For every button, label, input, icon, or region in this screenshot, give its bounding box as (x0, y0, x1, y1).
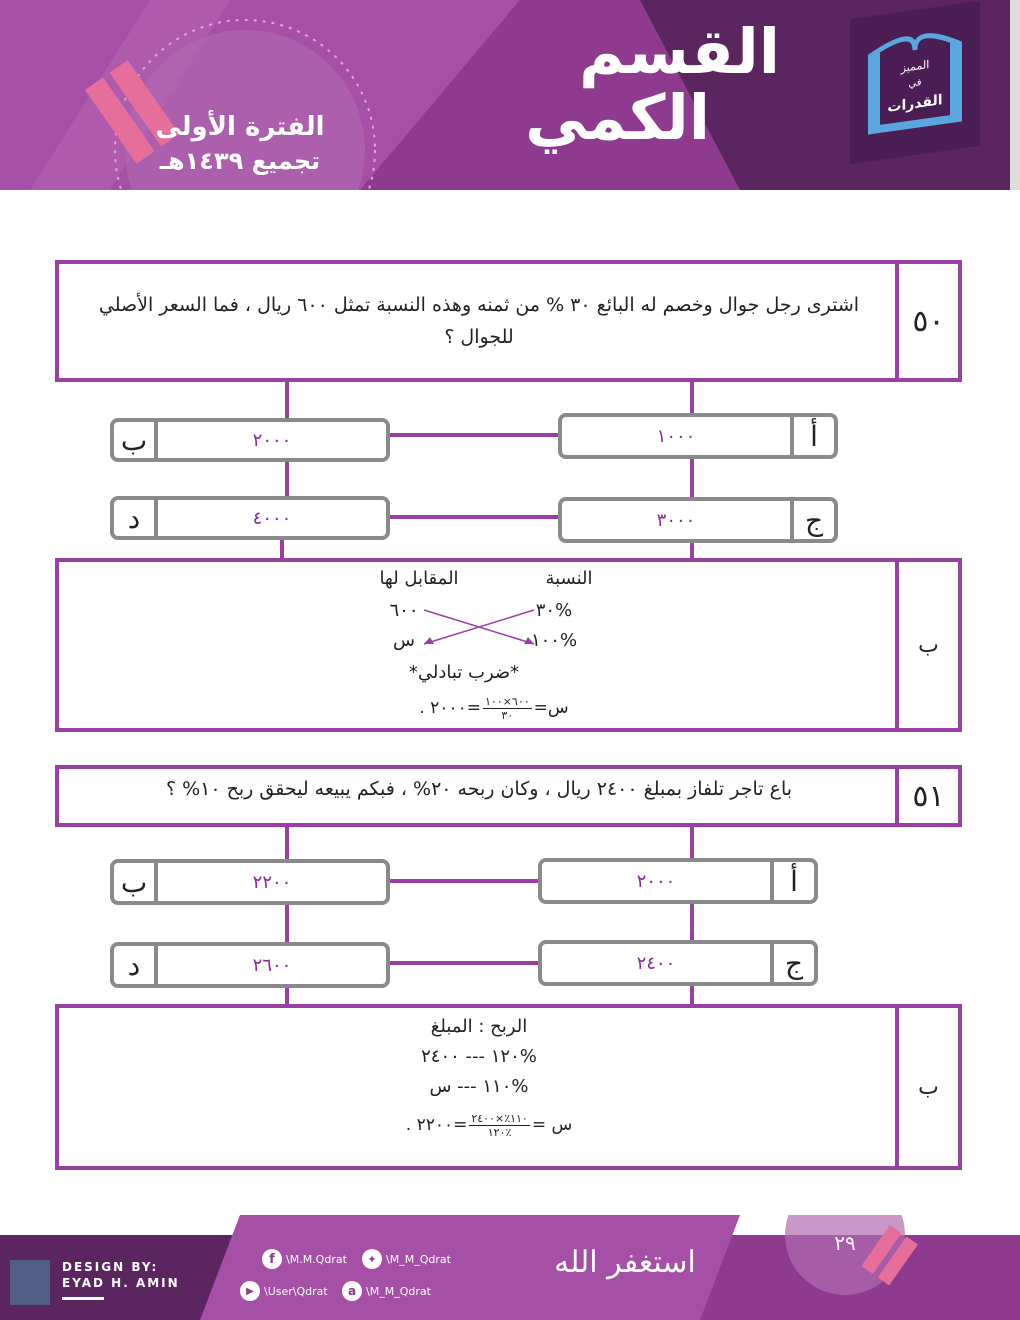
question-51-box (55, 765, 962, 827)
ratio-row2: %١٠٠ (530, 630, 578, 651)
value-row1: ٦٠٠ (389, 600, 419, 621)
method-label: *ضرب تبادلي* (408, 662, 520, 683)
connector (390, 433, 560, 437)
period-label: الفترة الأولى (155, 112, 325, 142)
option-value: ٢٢٠٠ (252, 871, 292, 893)
fraction-denominator: ٣٠ (501, 708, 514, 722)
connector (690, 827, 694, 860)
fraction-denominator: ١٢٠٪ (487, 1125, 512, 1139)
connector (690, 904, 694, 942)
question-51-solution-box (55, 1004, 962, 1170)
logo: المميز في القدرات (850, 1, 980, 164)
connector (390, 515, 560, 519)
twitter-link[interactable]: ✦ \M_M_Qdrat (362, 1249, 451, 1269)
q50-option-d[interactable] (110, 496, 390, 540)
question-50-text: اشترى رجل جوال وخصم له البائع ٣٠ % من ثمنه وهذه النسبة تمثل ٦٠٠ ريال ، فما السعر الأصلي للجوال ؟ (98, 294, 860, 348)
option-value: ٢٠٠٠ (252, 429, 292, 451)
youtube-icon: ▶ (240, 1281, 260, 1301)
connector (390, 961, 540, 965)
page-header (0, 0, 1020, 190)
connector (285, 462, 289, 496)
equation (404, 688, 584, 728)
question-50-box (55, 260, 962, 382)
option-letter: د (114, 500, 158, 536)
option-value: ٣٠٠٠ (656, 509, 696, 531)
option-letter: د (114, 946, 158, 984)
solution-line2: %١٢٠ --- ٢٤٠٠ (421, 1046, 537, 1067)
connector (390, 879, 540, 883)
question-50-number: ٥٠ (895, 264, 958, 378)
q51-option-a[interactable] (538, 858, 818, 904)
cross-multiply-arrows-icon (414, 602, 544, 652)
youtube-link[interactable]: ▶ \User\Qdrat (240, 1281, 328, 1301)
askfm-link[interactable]: a \M_M_Qdrat (342, 1281, 431, 1301)
question-51-number: ٥١ (895, 769, 958, 823)
fraction (483, 695, 532, 722)
section-title-line1: القسم (579, 15, 780, 88)
option-value: ٤٠٠٠ (252, 507, 292, 529)
question-50-answer: ب (895, 562, 958, 728)
option-letter: ب (114, 863, 158, 901)
q51-option-d[interactable] (110, 942, 390, 988)
equation-left: س= (533, 698, 569, 718)
option-letter: ب (114, 422, 158, 458)
connector (285, 905, 289, 943)
connector (280, 540, 284, 560)
askfm-icon: a (342, 1281, 362, 1301)
option-value: ٢٤٠٠ (636, 952, 676, 974)
connector (285, 827, 289, 860)
equation-left: س = (531, 1115, 573, 1135)
option-letter: أ (790, 417, 834, 455)
connector (285, 382, 289, 418)
q50-option-b[interactable] (110, 418, 390, 462)
page-number: ٢٩ (834, 1231, 856, 1255)
q50-option-c[interactable] (558, 497, 838, 543)
ratio-row1: %٣٠ (535, 600, 573, 621)
fraction-numerator: ٦٠٠×١٠٠ (484, 694, 530, 708)
q51-option-c[interactable] (538, 940, 818, 986)
question-50-solution-box (55, 558, 962, 732)
connector (690, 986, 694, 1006)
section-title-line2: الكمي (525, 81, 710, 154)
option-value: ١٠٠٠ (656, 425, 696, 447)
value-row2: س (393, 630, 415, 651)
connector (690, 459, 694, 497)
facebook-icon: f (262, 1249, 282, 1269)
question-51-answer: ب (895, 1008, 958, 1166)
facebook-link[interactable]: f \M.M.Qdrat (262, 1249, 347, 1269)
value-header: المقابل لها (379, 568, 459, 589)
collection-year-label: تجميع ١٤٣٩هـ (159, 147, 321, 175)
fraction (469, 1112, 530, 1139)
option-letter: أ (770, 862, 814, 900)
twitter-icon: ✦ (362, 1249, 382, 1269)
equation-right: =٢٢٠٠ . (405, 1115, 468, 1135)
equation-right: =٢٠٠٠ . (419, 698, 481, 718)
ratio-header: النسبة (545, 568, 593, 589)
page-footer (0, 1215, 1020, 1320)
option-letter: ج (790, 501, 834, 539)
designer-name: EYAD H. AMIN (62, 1276, 180, 1290)
q50-option-a[interactable] (558, 413, 838, 459)
fraction-numerator: ١١٠٪×٢٤٠٠ (471, 1111, 528, 1125)
solution-line3: %١١٠ --- س (429, 1076, 529, 1097)
option-value: ٢٠٠٠ (636, 870, 676, 892)
solution-line1: الربح : المبلغ (430, 1016, 528, 1037)
option-value: ٢٦٠٠ (252, 954, 292, 976)
equation (389, 1104, 589, 1146)
calligraphy: استغفر الله (554, 1245, 696, 1280)
design-by-label: DESIGN BY: (62, 1260, 159, 1274)
q51-option-b[interactable] (110, 859, 390, 905)
option-letter: ج (770, 944, 814, 982)
question-51-text: باع تاجر تلفاز بمبلغ ٢٤٠٠ ريال ، وكان ربحه ٢٠% ، فبكم يبيعه ليحقق ربح ١٠% ؟ (165, 778, 793, 800)
